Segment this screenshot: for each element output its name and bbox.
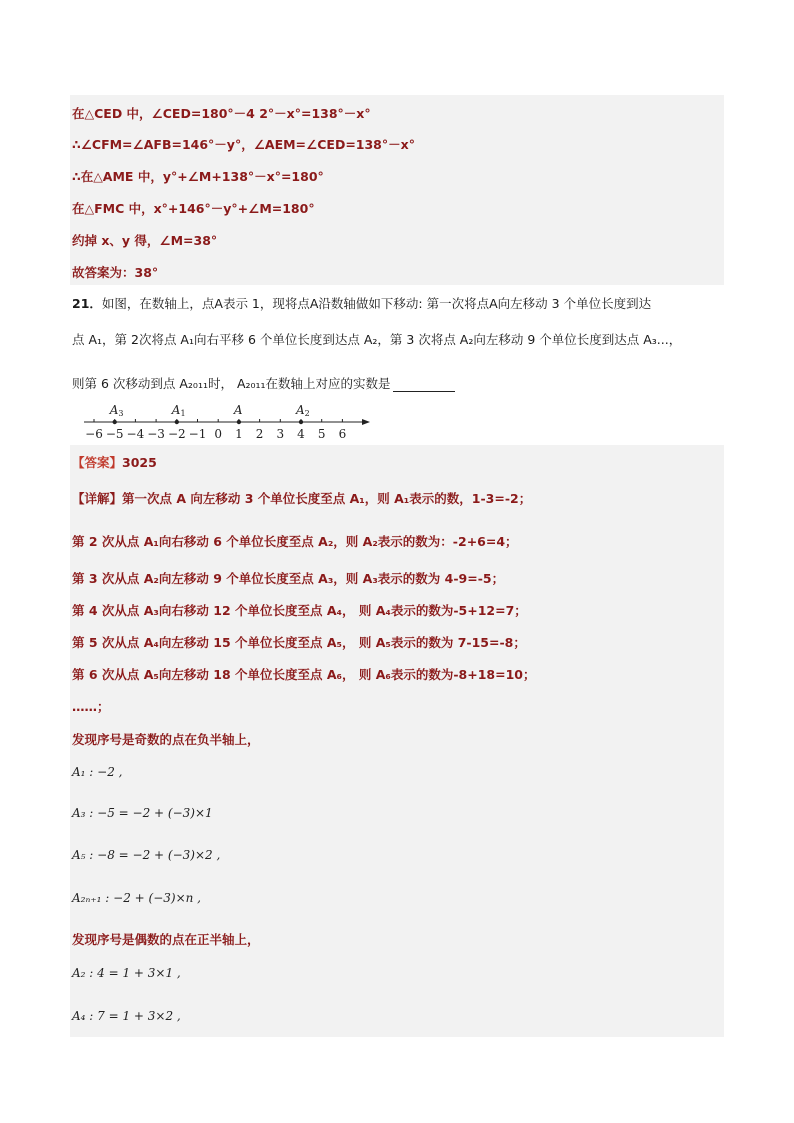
detail-line: ……； — [72, 699, 110, 714]
point-label: A3 — [109, 403, 124, 418]
tick-label: 3 — [276, 427, 285, 441]
tick-label: −3 — [147, 427, 165, 441]
detail-line: 发现序号是奇数的点在负半轴上， — [72, 732, 260, 747]
tick-label: 0 — [214, 427, 223, 441]
point-label-sub: 1 — [180, 409, 186, 418]
number-line-arrow — [362, 419, 370, 425]
proof-band — [70, 95, 724, 285]
question-line-1 — [72, 294, 651, 312]
formula-line: A₃ : −5 = −2 + (−3)×1 — [72, 806, 213, 820]
formula-line: A₂ₙ₊₁ : −2 + (−3)×n , — [72, 891, 201, 905]
proof-line: ∴在△AME 中，y°+∠M+138°－x°=180° — [72, 169, 324, 184]
point-label: A — [233, 403, 243, 417]
point-label-sub: 2 — [304, 409, 310, 418]
formula-line: A₅ : −8 = −2 + (−3)×2 , — [72, 848, 221, 862]
question-text-3: 则第 6 次移动到点 A₂₀₁₁时， A₂₀₁₁在数轴上对应的实数是 — [72, 376, 391, 391]
question-text-1: 如图，在数轴上，点A表示 1，现将点A沿数轴做如下移动: 第一次将点A向左移动 3 个单位长度到达 — [101, 296, 652, 311]
tick-label: 6 — [338, 427, 347, 441]
answer-tag: 【答案】 — [72, 455, 123, 470]
tick-label: −4 — [126, 427, 145, 441]
proof-line: ∴∠CFM=∠AFB=146°－y°，∠AEM=∠CED=138°－x° — [72, 137, 415, 152]
point-marker — [299, 420, 303, 424]
formula-line: A₄ : 7 = 1 + 3×2 , — [72, 1009, 181, 1023]
number-line-figure — [80, 402, 380, 444]
point-label-sub: 3 — [118, 409, 124, 418]
detail-line: 第 4 次从点 A₃向右移动 12 个单位长度至点 A₄， 则 A₄表示的数为-5+12=7； — [72, 603, 527, 618]
detail-line: 第 5 次从点 A₄向左移动 15 个单位长度至点 A₅， 则 A₅表示的数为 7-15=-8； — [72, 635, 526, 650]
tick-label: 4 — [297, 427, 305, 441]
tick-label: 1 — [235, 427, 243, 441]
point-label: A2 — [296, 403, 310, 418]
proof-line: 在△CED 中，∠CED=180°－4 2°－x°=138°－x° — [72, 106, 371, 121]
tick-label: −1 — [188, 427, 207, 441]
tick-label: −5 — [105, 427, 124, 441]
detail-line: 第 3 次从点 A₂向左移动 9 个单位长度至点 A₃，则 A₃表示的数为 4-9=-5； — [72, 571, 505, 586]
detail-line: 第 2 次从点 A₁向右移动 6 个单位长度至点 A₂，则 A₂表示的数为：-2+6=4； — [72, 534, 518, 549]
point-marker — [113, 420, 117, 424]
detail-line: 第 6 次从点 A₅向左移动 18 个单位长度至点 A₆， 则 A₆表示的数为-8+18=10； — [72, 667, 536, 682]
proof-line: 约掉 x、y 得，∠M=38° — [72, 233, 218, 248]
tick-label: 2 — [255, 427, 264, 441]
point-label: A1 — [171, 403, 186, 418]
question-line-2: 点 A₁，第 2次将点 A₁向右平移 6 个单位长度到达点 A₂，第 3 次将点 A₂向左移动 9 个单位长度到达点 A₃...， — [72, 332, 682, 347]
formula-line: A₁ : −2 , — [72, 765, 123, 779]
detail-line: 【详解】第一次点 A 向左移动 3 个单位长度至点 A₁，则 A₁表示的数，1-3=-2； — [72, 491, 532, 506]
answer-line — [72, 453, 157, 471]
answer-value: 3025 — [122, 455, 157, 470]
point-marker — [237, 420, 241, 424]
proof-line: 故答案为：38° — [72, 265, 159, 280]
question-line-3 — [72, 374, 455, 392]
answer-blank — [393, 379, 455, 392]
formula-line: A₂ : 4 = 1 + 3×1 , — [72, 966, 181, 980]
proof-line: 在△FMC 中，x°+146°－y°+∠M=180° — [72, 201, 315, 216]
question-number: 21． — [72, 296, 102, 311]
tick-label: −6 — [85, 427, 103, 441]
tick-label: 5 — [317, 427, 326, 441]
tick-label: −2 — [167, 427, 186, 441]
detail-line: 发现序号是偶数的点在正半轴上， — [72, 932, 260, 947]
point-marker — [175, 420, 179, 424]
